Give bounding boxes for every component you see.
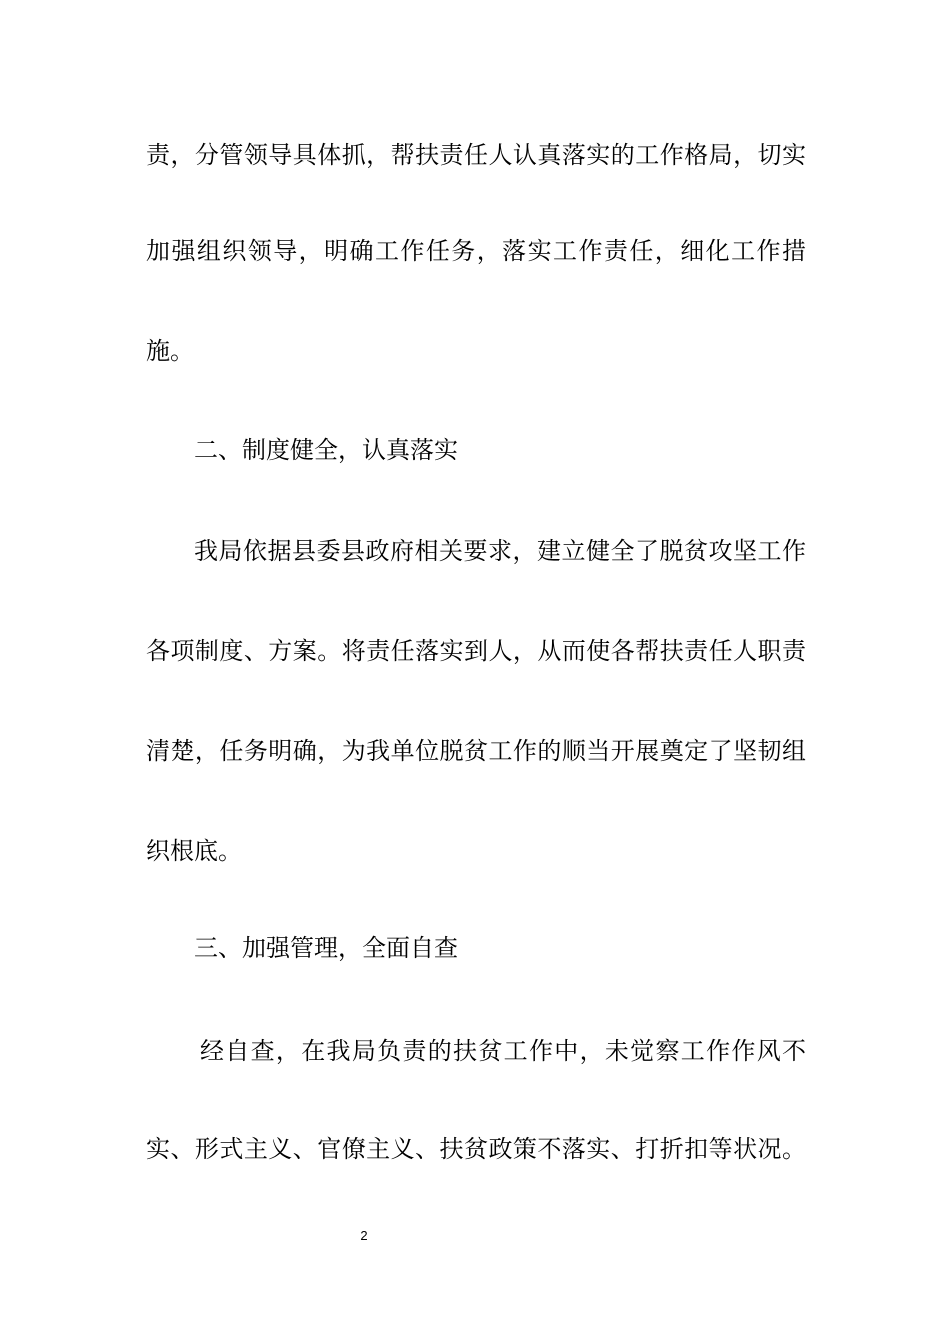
paragraph-line: 施。 [146, 337, 194, 365]
paragraph-line: 经自查，在我局负责的扶贫工作中，未觉察工作作风不 [200, 1037, 806, 1065]
page-number: 2 [360, 1228, 368, 1243]
paragraph-line: 织根底。 [146, 837, 242, 865]
paragraph-line: 清楚，任务明确，为我单位脱贫工作的顺当开展奠定了坚韧组 [146, 737, 806, 765]
paragraph-line: 加强组织领导，明确工作任务，落实工作责任，细化工作措 [146, 237, 806, 265]
paragraph-line: 责，分管领导具体抓，帮扶责任人认真落实的工作格局，切实 [146, 141, 806, 169]
paragraph-line: 实、形式主义、官僚主义、扶贫政策不落实、打折扣等状况。 [146, 1135, 806, 1163]
section-heading-2: 二、制度健全，认真落实 [194, 436, 458, 464]
paragraph-line: 我局依据县委县政府相关要求，建立健全了脱贫攻坚工作 [194, 537, 806, 565]
paragraph-line: 各项制度、方案。将责任落实到人，从而使各帮扶责任人职责 [146, 637, 806, 665]
section-heading-3: 三、加强管理，全面自查 [194, 934, 458, 962]
